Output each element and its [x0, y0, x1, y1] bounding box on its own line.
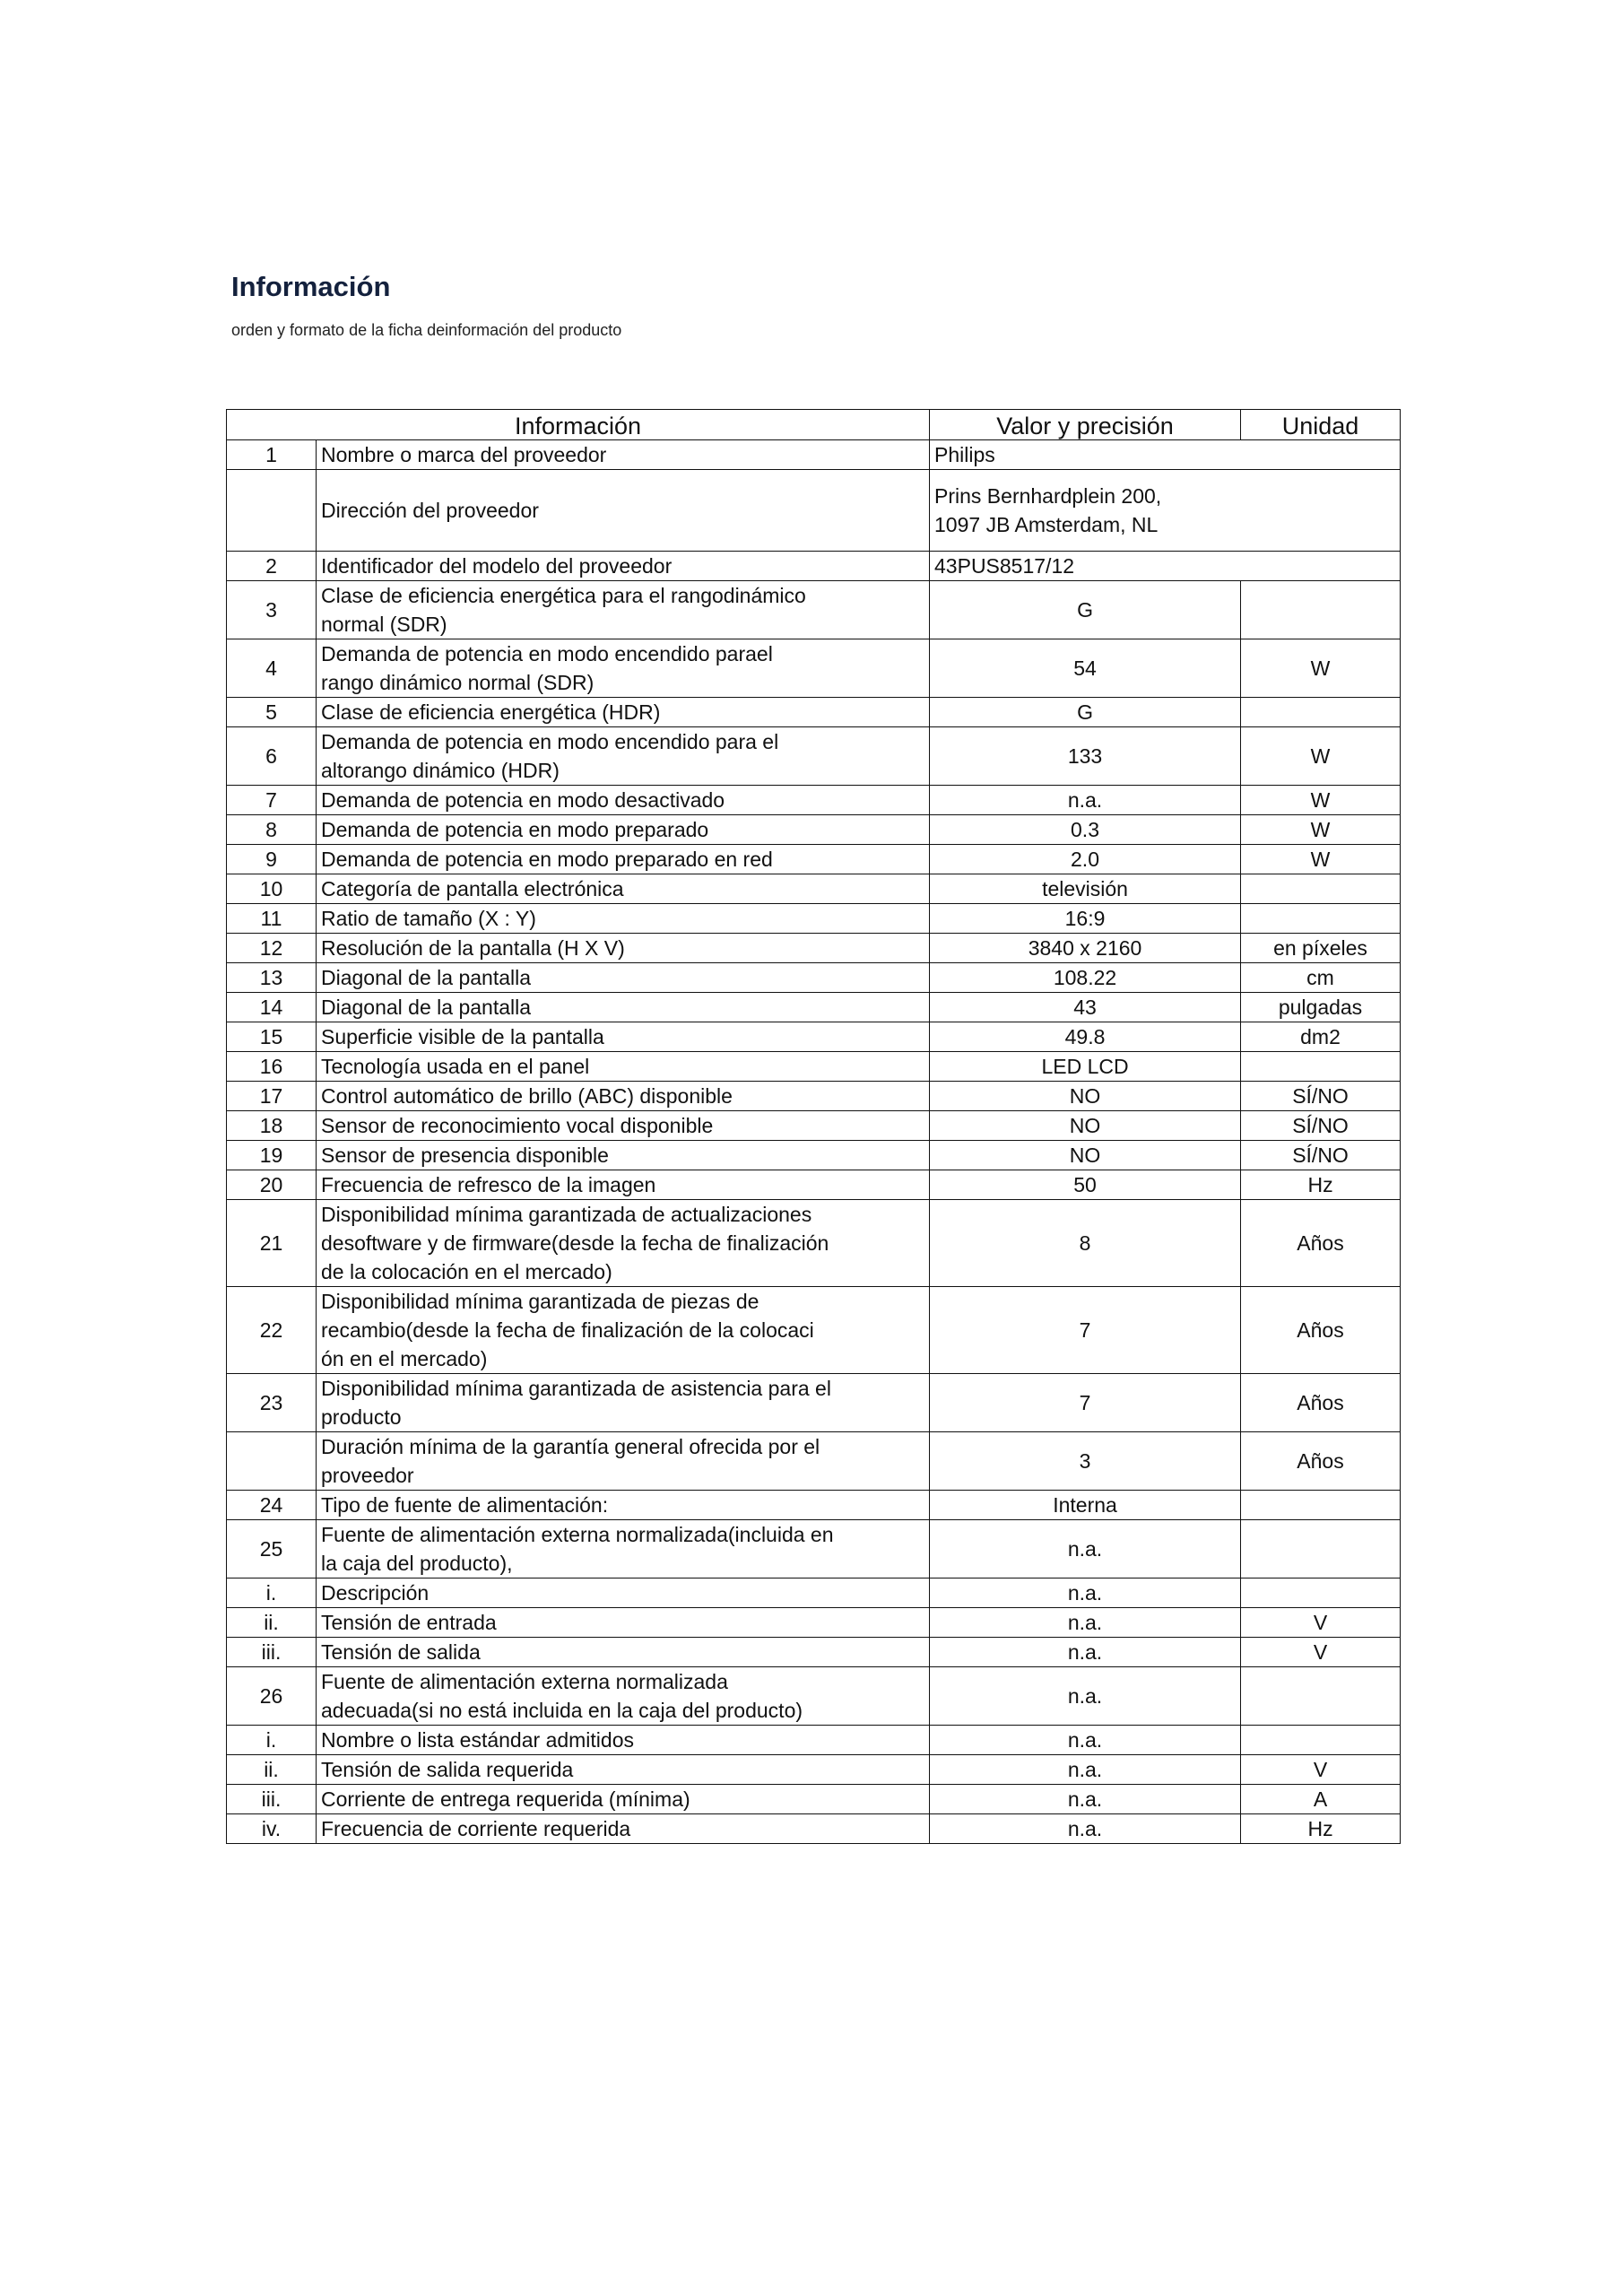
table-row	[227, 1491, 1401, 1520]
value-line: n.a.	[1067, 1684, 1103, 1708]
row-description	[317, 934, 930, 963]
value-line: n.a.	[1067, 1640, 1103, 1664]
row-description	[317, 1755, 930, 1785]
row-unit: Años	[1241, 1287, 1401, 1374]
row-description	[317, 727, 930, 786]
value-line: 8	[1079, 1231, 1091, 1255]
table-row	[227, 1785, 1401, 1814]
value-line: 3840 x 2160	[1028, 936, 1142, 960]
description-line: Frecuencia de refresco de la imagen	[321, 1173, 656, 1196]
table-row	[227, 1638, 1401, 1667]
row-description	[317, 1491, 930, 1520]
row-number: 23	[227, 1374, 317, 1432]
row-number: 9	[227, 845, 317, 874]
row-number: i.	[227, 1578, 317, 1608]
value-line: 1097 JB Amsterdam, NL	[934, 513, 1159, 536]
row-value	[930, 1726, 1241, 1755]
row-number: 3	[227, 581, 317, 639]
table-row	[227, 1111, 1401, 1141]
row-number	[227, 1432, 317, 1491]
description-line: Demanda de potencia en modo preparado	[321, 818, 709, 841]
table-row	[227, 470, 1401, 552]
row-unit	[1241, 581, 1401, 639]
table-row	[227, 845, 1401, 874]
row-value	[930, 904, 1241, 934]
row-value	[930, 581, 1241, 639]
table-row	[227, 1432, 1401, 1491]
value-line: n.a.	[1067, 1758, 1103, 1781]
row-number: 16	[227, 1052, 317, 1082]
row-number: 24	[227, 1491, 317, 1520]
description-line: Ratio de tamaño (X : Y)	[321, 907, 536, 930]
row-description	[317, 1785, 930, 1814]
description-line: desoftware y de firmware(desde la fecha de finalización	[321, 1231, 829, 1255]
row-unit	[1241, 1520, 1401, 1578]
row-unit	[1241, 698, 1401, 727]
description-line: Fuente de alimentación externa normalizada	[321, 1670, 728, 1693]
value-line: 7	[1079, 1391, 1091, 1414]
description-line: Demanda de potencia en modo encendido parael	[321, 642, 773, 665]
table-row	[227, 786, 1401, 815]
row-description	[317, 1520, 930, 1578]
row-number: 8	[227, 815, 317, 845]
value-line: 16:9	[1064, 907, 1106, 930]
row-unit: V	[1241, 1638, 1401, 1667]
row-unit: en píxeles	[1241, 934, 1401, 963]
row-number: 6	[227, 727, 317, 786]
value-line: 49.8	[1064, 1025, 1106, 1048]
row-unit: W	[1241, 639, 1401, 698]
row-unit: V	[1241, 1755, 1401, 1785]
description-line: Tensión de salida requerida	[321, 1758, 574, 1781]
row-value	[930, 1755, 1241, 1785]
row-description	[317, 1141, 930, 1170]
row-unit: W	[1241, 815, 1401, 845]
row-description	[317, 1432, 930, 1491]
description-line: producto	[321, 1405, 402, 1429]
row-unit: A	[1241, 1785, 1401, 1814]
row-description	[317, 1111, 930, 1141]
table-row	[227, 1141, 1401, 1170]
row-value	[930, 1111, 1241, 1141]
row-unit: Años	[1241, 1432, 1401, 1491]
row-value	[930, 1608, 1241, 1638]
row-description	[317, 440, 930, 470]
row-description	[317, 1022, 930, 1052]
row-description	[317, 470, 930, 552]
row-value	[930, 845, 1241, 874]
description-line: rango dinámico normal (SDR)	[321, 671, 595, 694]
row-number: 20	[227, 1170, 317, 1200]
description-line: adecuada(si no está incluida en la caja del producto)	[321, 1699, 803, 1722]
value-line: n.a.	[1067, 1787, 1103, 1811]
description-line: Disponibilidad mínima garantizada de actualizaciones	[321, 1203, 812, 1226]
row-value	[930, 552, 1401, 581]
row-value	[930, 993, 1241, 1022]
description-line: Tecnología usada en el panel	[321, 1055, 590, 1078]
value-line: NO	[1069, 1084, 1101, 1108]
value-line: 43	[1073, 996, 1097, 1019]
description-line: Demanda de potencia en modo preparado en red	[321, 848, 773, 871]
row-number: 10	[227, 874, 317, 904]
description-line: Tensión de salida	[321, 1640, 481, 1664]
table-row	[227, 874, 1401, 904]
description-line: Clase de eficiencia energética para el rangodinámico	[321, 584, 806, 607]
row-number: 21	[227, 1200, 317, 1287]
header-valor: Valor y precisión	[930, 410, 1241, 440]
row-value	[930, 1200, 1241, 1287]
table-row	[227, 1814, 1401, 1844]
table-row	[227, 993, 1401, 1022]
row-unit: W	[1241, 727, 1401, 786]
value-line: televisión	[1042, 877, 1128, 900]
table-row	[227, 552, 1401, 581]
description-line: recambio(desde la fecha de finalización de la colocaci	[321, 1318, 814, 1342]
row-value	[930, 934, 1241, 963]
row-number: iii.	[227, 1785, 317, 1814]
value-line: 0.3	[1071, 818, 1099, 841]
row-number: 17	[227, 1082, 317, 1111]
row-unit	[1241, 904, 1401, 934]
row-number	[227, 470, 317, 552]
description-line: altorango dinámico (HDR)	[321, 759, 560, 782]
row-description	[317, 581, 930, 639]
row-description	[317, 874, 930, 904]
row-value	[930, 1432, 1241, 1491]
value-line: n.a.	[1067, 788, 1103, 812]
description-line: Fuente de alimentación externa normalizada(incluida en	[321, 1523, 834, 1546]
description-line: Control automático de brillo (ABC) disponible	[321, 1084, 733, 1108]
row-value	[930, 1022, 1241, 1052]
row-description	[317, 904, 930, 934]
value-line: 108.22	[1053, 966, 1117, 989]
row-number: 14	[227, 993, 317, 1022]
description-line: de la colocación en el mercado)	[321, 1260, 612, 1283]
table-row	[227, 934, 1401, 963]
table-row	[227, 904, 1401, 934]
description-line: Disponibilidad mínima garantizada de asistencia para el	[321, 1377, 831, 1400]
row-number: 15	[227, 1022, 317, 1052]
description-line: Tipo de fuente de alimentación:	[321, 1493, 609, 1517]
table-row	[227, 440, 1401, 470]
row-value	[930, 815, 1241, 845]
row-description	[317, 1638, 930, 1667]
row-description	[317, 1082, 930, 1111]
row-value	[930, 639, 1241, 698]
row-value	[930, 1667, 1241, 1726]
row-number: 4	[227, 639, 317, 698]
page-title: Información	[231, 271, 391, 302]
row-description	[317, 552, 930, 581]
row-number: 25	[227, 1520, 317, 1578]
row-description	[317, 1374, 930, 1432]
value-line: 7	[1079, 1318, 1091, 1342]
row-value	[930, 727, 1241, 786]
description-line: Sensor de reconocimiento vocal disponible	[321, 1114, 714, 1137]
product-info-table	[226, 409, 1401, 1844]
value-line: n.a.	[1067, 1537, 1103, 1561]
row-value	[930, 1374, 1241, 1432]
description-line: Superficie visible de la pantalla	[321, 1025, 604, 1048]
row-description	[317, 815, 930, 845]
row-number: 19	[227, 1141, 317, 1170]
description-line: Nombre o lista estándar admitidos	[321, 1728, 634, 1752]
table-row	[227, 581, 1401, 639]
row-unit	[1241, 1052, 1401, 1082]
row-value	[930, 1814, 1241, 1844]
row-unit: pulgadas	[1241, 993, 1401, 1022]
row-value	[930, 1785, 1241, 1814]
row-number: 12	[227, 934, 317, 963]
row-value	[930, 1170, 1241, 1200]
table-row	[227, 1520, 1401, 1578]
description-line: Disponibilidad mínima garantizada de piezas de	[321, 1290, 759, 1313]
table-row	[227, 1052, 1401, 1082]
row-description	[317, 993, 930, 1022]
row-description	[317, 1814, 930, 1844]
row-unit: Hz	[1241, 1170, 1401, 1200]
description-line: proveedor	[321, 1464, 414, 1487]
value-line: Philips	[934, 443, 995, 466]
table-row	[227, 1022, 1401, 1052]
value-line: LED LCD	[1041, 1055, 1129, 1078]
value-line: Prins Bernhardplein 200,	[934, 484, 1162, 508]
row-number: iii.	[227, 1638, 317, 1667]
row-value	[930, 1287, 1241, 1374]
row-value	[930, 1491, 1241, 1520]
row-unit: Años	[1241, 1374, 1401, 1432]
row-unit: dm2	[1241, 1022, 1401, 1052]
row-description	[317, 1726, 930, 1755]
row-value	[930, 963, 1241, 993]
row-description	[317, 1052, 930, 1082]
table-row	[227, 1755, 1401, 1785]
row-number: 7	[227, 786, 317, 815]
table-header-row	[227, 410, 1401, 440]
row-description	[317, 1287, 930, 1374]
table-row	[227, 1726, 1401, 1755]
row-unit	[1241, 1578, 1401, 1608]
row-description	[317, 1200, 930, 1287]
row-number: 11	[227, 904, 317, 934]
row-value	[930, 1052, 1241, 1082]
table-row	[227, 1374, 1401, 1432]
table-row	[227, 815, 1401, 845]
row-unit	[1241, 1667, 1401, 1726]
row-description	[317, 786, 930, 815]
description-line: Descripción	[321, 1581, 430, 1605]
table-row	[227, 639, 1401, 698]
value-line: NO	[1069, 1144, 1101, 1167]
row-description	[317, 963, 930, 993]
row-unit: W	[1241, 786, 1401, 815]
value-line: NO	[1069, 1114, 1101, 1137]
row-number: 22	[227, 1287, 317, 1374]
description-line: Frecuencia de corriente requerida	[321, 1817, 631, 1840]
table-row	[227, 698, 1401, 727]
row-unit	[1241, 874, 1401, 904]
description-line: Dirección del proveedor	[321, 499, 539, 522]
description-line: Categoría de pantalla electrónica	[321, 877, 624, 900]
value-line: 43PUS8517/12	[934, 554, 1075, 578]
row-unit: SÍ/NO	[1241, 1111, 1401, 1141]
row-description	[317, 845, 930, 874]
value-line: n.a.	[1067, 1581, 1103, 1605]
table-row	[227, 727, 1401, 786]
row-unit	[1241, 1726, 1401, 1755]
row-value	[930, 1520, 1241, 1578]
description-line: Corriente de entrega requerida (mínima)	[321, 1787, 690, 1811]
value-line: G	[1077, 598, 1093, 622]
row-number: 5	[227, 698, 317, 727]
row-number: iv.	[227, 1814, 317, 1844]
row-number: 2	[227, 552, 317, 581]
row-number: ii.	[227, 1608, 317, 1638]
description-line: Tensión de entrada	[321, 1611, 497, 1634]
row-unit	[1241, 1491, 1401, 1520]
value-line: n.a.	[1067, 1728, 1103, 1752]
table-row	[227, 963, 1401, 993]
row-description	[317, 1578, 930, 1608]
row-description	[317, 639, 930, 698]
value-line: n.a.	[1067, 1817, 1103, 1840]
header-unidad: Unidad	[1241, 410, 1401, 440]
row-value	[930, 1082, 1241, 1111]
description-line: Demanda de potencia en modo desactivado	[321, 788, 725, 812]
description-line: normal (SDR)	[321, 613, 447, 636]
table-row	[227, 1082, 1401, 1111]
value-line: 3	[1079, 1449, 1091, 1473]
row-number: i.	[227, 1726, 317, 1755]
description-line: Sensor de presencia disponible	[321, 1144, 609, 1167]
value-line: Interna	[1053, 1493, 1117, 1517]
table-row	[227, 1667, 1401, 1726]
description-line: Resolución de la pantalla (H X V)	[321, 936, 625, 960]
table-row	[227, 1170, 1401, 1200]
row-value	[930, 440, 1401, 470]
row-number: 26	[227, 1667, 317, 1726]
row-number: 1	[227, 440, 317, 470]
row-number: 18	[227, 1111, 317, 1141]
value-line: 54	[1073, 657, 1097, 680]
row-description	[317, 1170, 930, 1200]
page-subtitle: orden y formato de la ficha deinformación del producto	[231, 321, 622, 339]
row-unit: cm	[1241, 963, 1401, 993]
table-row	[227, 1200, 1401, 1287]
row-value	[930, 786, 1241, 815]
description-line: Diagonal de la pantalla	[321, 996, 532, 1019]
header-informacion: Información	[227, 410, 930, 440]
row-number: 13	[227, 963, 317, 993]
row-unit: Años	[1241, 1200, 1401, 1287]
row-unit: SÍ/NO	[1241, 1141, 1401, 1170]
row-value	[930, 1638, 1241, 1667]
row-unit: Hz	[1241, 1814, 1401, 1844]
row-number: ii.	[227, 1755, 317, 1785]
description-line: Clase de eficiencia energética (HDR)	[321, 700, 661, 724]
row-value	[930, 1578, 1241, 1608]
table-row	[227, 1608, 1401, 1638]
row-value	[930, 698, 1241, 727]
table-row	[227, 1287, 1401, 1374]
description-line: Demanda de potencia en modo encendido para el	[321, 730, 779, 753]
value-line: n.a.	[1067, 1611, 1103, 1634]
row-description	[317, 1667, 930, 1726]
description-line: ón en el mercado)	[321, 1347, 488, 1370]
description-line: Diagonal de la pantalla	[321, 966, 532, 989]
table-row	[227, 1578, 1401, 1608]
description-line: Duración mínima de la garantía general ofrecida por el	[321, 1435, 820, 1458]
value-line: 50	[1073, 1173, 1097, 1196]
row-value	[930, 470, 1401, 552]
row-description	[317, 698, 930, 727]
description-line: Nombre o marca del proveedor	[321, 443, 607, 466]
row-description	[317, 1608, 930, 1638]
description-line: la caja del producto),	[321, 1552, 513, 1575]
row-unit: V	[1241, 1608, 1401, 1638]
row-unit: W	[1241, 845, 1401, 874]
value-line: 133	[1067, 744, 1103, 768]
value-line: 2.0	[1071, 848, 1099, 871]
row-unit: SÍ/NO	[1241, 1082, 1401, 1111]
value-line: G	[1077, 700, 1093, 724]
row-value	[930, 874, 1241, 904]
description-line: Identificador del modelo del proveedor	[321, 554, 673, 578]
row-value	[930, 1141, 1241, 1170]
